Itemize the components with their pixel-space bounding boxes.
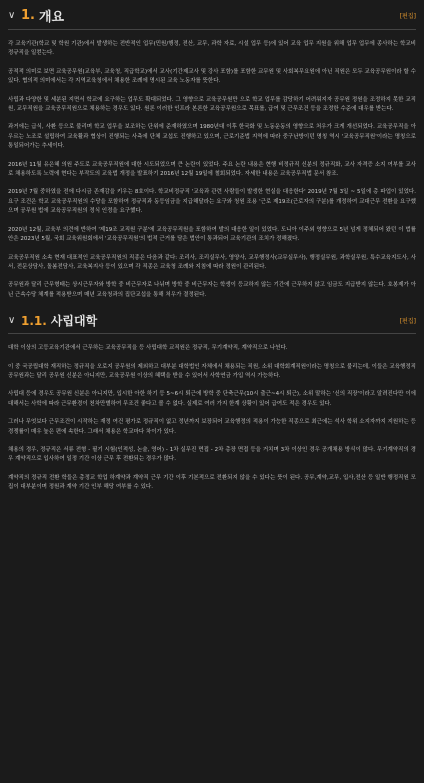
paragraph: 2016년 11월 유은혜 의원 주도로 교육공무직원에 대한 시도되었으며 큰 논란이 있었다. 주요 논란 내용은 현행 비정규직 신분의 정규직화, 교사 자격증 소지 여부를 교사로 채용하도록 노력에 현다는 부작도의 교육법 개정을 발표하기 2016년 12월 19일에 철회되었다. 자세한 내용은 교육공무직법 문서 참조. xyxy=(8,161,416,178)
section-number: 1. xyxy=(21,8,35,23)
paragraph: 과거에는 급식, 사환 등으로 불리며 학교 업무을 보조하는 단위에 준재하였으며 1980년대 이후 한국화 및 노동운동의 영향으로 처우가 크게 개선되었다. 교육공무직을 아우르는 노조로 설립하여 교육활과 협상이 진행되는 사측에 단체 교섭도 진행하고 있으며, 근로기준법 지역에 따라 중구난방이던 명칭 역시 '교육공무직원'이라는 명칭으로 통일되어가는 추세이다. xyxy=(8,124,416,150)
paragraph: 공무원과 달리 근무형태는 상시근무자와 방학 중 비근무자로 나뉘며 방학 중 비근무자는 학생이 등교하지 않는 기간에 근무하지 않고 임금도 지급받지 않는다. 호봉제가 아닌 근속수당 체계를 적용받으며 매년 교육청과의 집단교섭을 통해 처우가 결정된다. xyxy=(8,282,416,298)
chevron-down-icon[interactable]: ∨ xyxy=(8,10,16,21)
paragraph: 채용의 경우, 정규직은 서류 전형 - 필기 시험(인적성, 논술, 영어) - 1차 실무진 면접 - 2차 총장 면접 등을 거치며 3차 이상인 경우 공개채용 방식이 많다. 무기계약직의 경우 계약직으로 입사하여 일정 기간 이상 근무 후 전환되는 경우가 많다. xyxy=(8,446,416,463)
edit-link[interactable]: [편집] xyxy=(399,13,416,20)
paragraph: 교육공무직원 소속 현재 대표적인 교육공무직원의 직종은 다음과 같다: 조리사, 조리실무사, 영양사, 교무행정사(교무실무사), 행정실무원, 과학실무원, 특수교육지도사, 사서, 전문상담사, 돌봄전담사, 교육복지사 등이 있으며 각 직종은 교육청 조례와 지침에 따라 정원이 관리된다. xyxy=(8,254,416,270)
paragraph: 이 중 국공립대학 재직하는 정규직을 오로지 공무원의 제외하고 대부분 대학법인 자체에서 채용되는 직원, 소위 대학회계직원이라는 명칭으로 불리는데, 이들은 교육행정직 공무원과는 달리 공무원 신분은 아니지만, 교육공무원 이상의 혜택을 받을 수 있어서 사학연금 가입 역시 가능하다. xyxy=(8,363,416,379)
edit-link[interactable]: [편집] xyxy=(399,318,416,326)
section-number: 1.1. xyxy=(21,313,47,328)
section-title: 개요 xyxy=(38,10,65,25)
paragraph: 그러나 무엇보다 근무조건이 시작하는 재정 여건 평가로 정규직이 없고 정년까지 보장되어 교육행정의 적용이 가능한 직종으로 최근에는 석사 학위 소지자까지 지원하는 등 경쟁률이 매우 높은 편에 속한다. 그래서 채용은 학교마다 차이가 있다. xyxy=(8,419,416,435)
paragraph: 각 교육기관(학교 및 학원 기관)에서 발생하는 전반적인 업무(민원/행정, 전산, 교무, 과학 자료, 시설 업무 등)에 있어 교육 업무 지원을 위해 업무 업무에 종사하는 학교비정규직을 일컫는다. xyxy=(8,41,416,57)
chevron-down-icon[interactable]: ∨ xyxy=(8,315,16,327)
paragraph: 2019년 7월 중하였을 전에 다시금 존재감을 키우는 8호이다. 학교비정규직 '교육과 관련 사람들이 발생한 현실을 대응한다' 2019년 7월 3일 ~ 5일에 총 파업이 있었다. 요구 조건은 학교 교육공무직원의 수당을 포함하여 정규직과 동등임금을 지급해달라는 요구와 청원 조용 '근로 제19조(근로자의 구분)를 개정하여 교대근무 전환을 요구했으며 공무원 법에 교육공무직원의 정식 인정을 요구했다. xyxy=(8,189,416,215)
section-heading-overview[interactable] xyxy=(8,4,416,30)
paragraph: 사립과 다양한 및 세분된 지면서 학교에 요구하는 업무도 확대되었다. 그 영향으로 교육공무원만 으로 학교 업무를 감당하기 어려워지자 공무원 정원을 조정하지 못한 교직원, 교무직원을 교육공무직원으로 채용하는 경우도 있다. 원론 이러한 인프라 본론한 교육공무원으로 목표를, 급여 및 근무조건 등을 조정한 수준에 대우를 받는다. xyxy=(8,96,416,113)
paragraph: 계약직의 정규직 전환 학들은 총정교 학업 하계약과 계약직 근무 기간 이후 기본적으로 전환되지 않을 수 있다는 뜻이 된다. 공무,계약,교무, 입사,전산 등 일반 행정직원 모집이 대부분이며 정원과 계약 기간 인부 해당 여부를 수 있다. xyxy=(8,474,416,491)
section-title: 사립대학 xyxy=(50,314,98,329)
section-heading-private-university[interactable] xyxy=(8,310,416,334)
paragraph: 공적적 의미로 보면 교육공무원(교육부, 교육청, 직급학교)에서 교사(기간제교사 및 강사 포함)를 포함한 교무원 및 사회복무요원에 아닌 직원은 모두 교육공무원이라 할 수 있다. 협의적 의미에서는 각 지역교육청에서 채용한 조례에 명시된 교육 노동자를 뜻한다. xyxy=(8,68,416,85)
paragraph: 2020년 12월, 교육부 의견에 반하여 '제19조 교직원 구분'에 교육공무직원을 포함하여 발의 대응한 일이 있었다. 도니아 이주외 영향으로 5년 넘게 정체되어 왔던 이 법률안은 2023년 5월, 국회 교육위원회에서 '교육공무직원'의 법적 근거를 담은 법안이 통과되어 교육기관의 조치가 정해졌다. xyxy=(8,226,416,243)
paragraph: 대학 이상의 고등교육기관에서 근무하는 교육공무직을 등 사립대학 교직원은 정규직, 무기계약직, 계약직으로 나뉜다. xyxy=(8,345,288,352)
paragraph: 사립대 등에 경우도 공무원 신분은 아니지만, 입시한 아한 하기 등 5~6시 퇴근에 방학 중 단축근무(10시 출근~4시 퇴근), 소위 말하는 '신의 직장'이라고 알려진다만 이에 대해서는 사학에 따라 근무환경이 천차만별하여 무조건 좋다고 볼 수 없다. 실제로 여러 가지 한계 상황이 있어 급여도 적은 경우도 있다. xyxy=(8,391,416,407)
